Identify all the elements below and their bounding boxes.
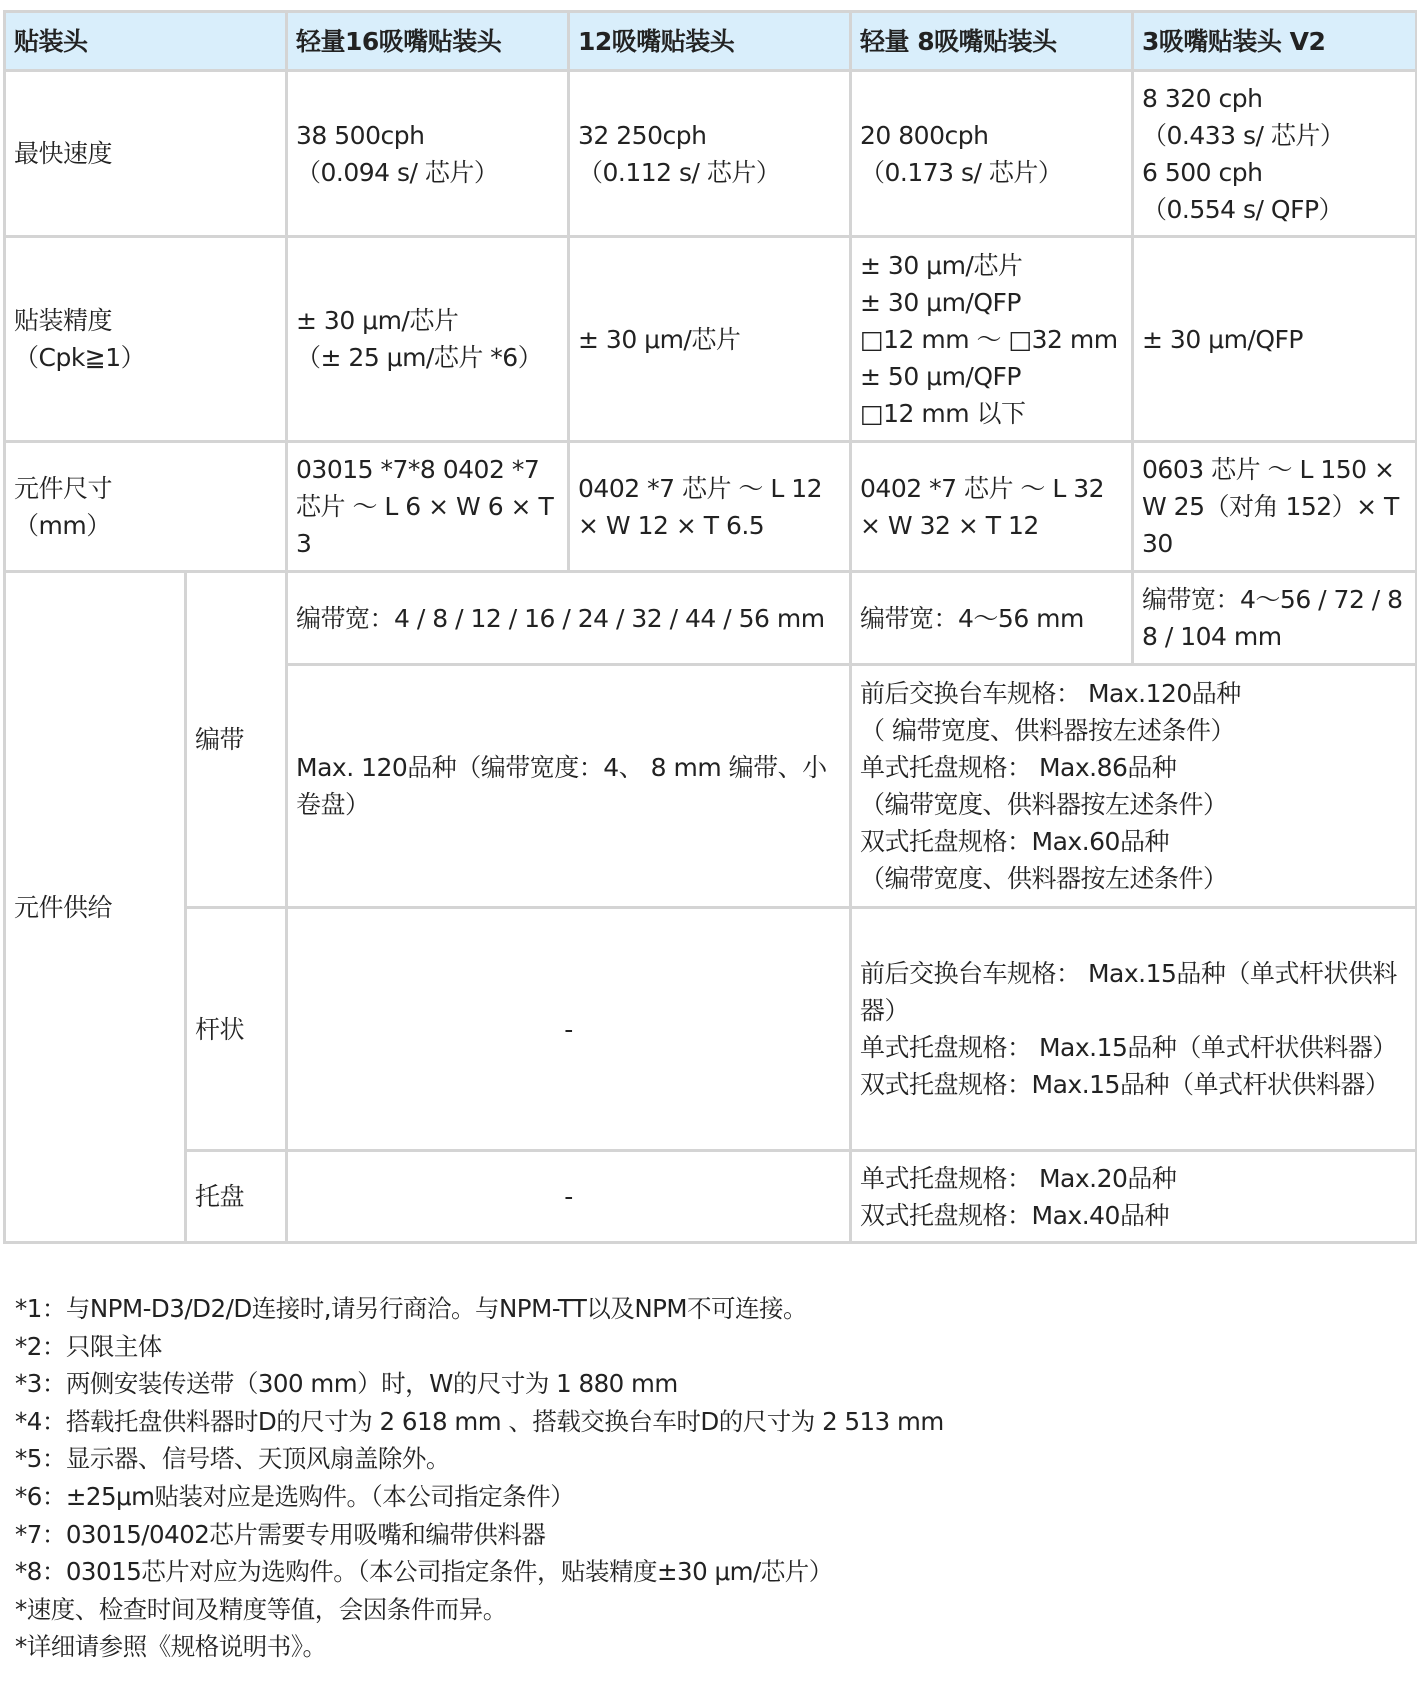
cell-size-h3: 0603 芯片 ～ L 150 × W 25（对角 152）× T 30 <box>1133 442 1417 572</box>
footnote-3: *3：两侧安装传送带（300 mm）时，W的尺寸为 1 880 mm <box>15 1369 678 1399</box>
footnotes <box>15 1290 1405 1666</box>
header-cell-h16: 轻量16吸嘴贴装头 <box>287 12 569 71</box>
header-cell-head: 贴装头 <box>5 12 287 71</box>
cell-speed-h12: 32 250cph （0.112 s/ 芯片） <box>569 71 851 237</box>
row-label-stick: 杆状 <box>186 908 287 1151</box>
cell-tape-count-h8-h3: 前后交换台车规格： Max.120品种 （ 编带宽度、供料器按左述条件） 单式托盘规格： Max.86品种 （编带宽度、供料器按左述条件） 双式托盘规格：Max.60品种 （编带宽度、供料器按左述条件） <box>851 665 1417 908</box>
row-label-supply: 元件供给 <box>5 572 186 1243</box>
cell-size-h12: 0402 *7 芯片 ～ L 12 × W 12 × T 6.5 <box>569 442 851 572</box>
cell-tray-h16-h12: - <box>287 1151 851 1243</box>
cell-accuracy-h12: ± 30 μm/芯片 <box>569 237 851 442</box>
footnote-7: *7：03015/0402芯片需要专用吸嘴和编带供料器 <box>15 1519 546 1549</box>
row-label-tray: 托盘 <box>186 1151 287 1243</box>
cell-stick-h16-h12: - <box>287 908 851 1151</box>
row-label-accuracy: 贴装精度 （Cpk≧1） <box>5 237 287 442</box>
cell-tape-count-h16-h12: Max. 120品种（编带宽度：4、 8 mm 编带、小卷盘） <box>287 665 851 908</box>
table-row-size <box>5 442 1417 572</box>
header-cell-h12: 12吸嘴贴装头 <box>569 12 851 71</box>
cell-size-h8: 0402 *7 芯片 ～ L 32 × W 32 × T 12 <box>851 442 1133 572</box>
cell-speed-h8: 20 800cph （0.173 s/ 芯片） <box>851 71 1133 237</box>
cell-stick-h8-h3: 前后交换台车规格： Max.15品种（单式杆状供料器） 单式托盘规格： Max.15品种（单式杆状供料器） 双式托盘规格：Max.15品种（单式杆状供料器） <box>851 908 1417 1151</box>
table-row-accuracy <box>5 237 1417 442</box>
table-row-speed <box>5 71 1417 237</box>
footnote-6: *6：±25μm贴装对应是选购件。（本公司指定条件） <box>15 1481 575 1511</box>
table-header-row <box>5 12 1417 71</box>
footnote-speed: *速度、检查时间及精度等值，会因条件而异。 <box>15 1594 507 1624</box>
cell-size-h16: 03015 *7*8 0402 *7 芯片 ～ L 6 × W 6 × T 3 <box>287 442 569 572</box>
table-row-stick <box>5 908 1417 1151</box>
row-label-speed: 最快速度 <box>5 71 287 237</box>
footnote-2: *2：只限主体 <box>15 1331 162 1361</box>
spec-table <box>3 10 1417 1244</box>
cell-speed-h16: 38 500cph （0.094 s/ 芯片） <box>287 71 569 237</box>
cell-accuracy-h8: ± 30 μm/芯片 ± 30 μm/QFP □12 mm ～ □32 mm ± 50 μm/QFP □12 mm 以下 <box>851 237 1133 442</box>
cell-tape-width-h8: 编带宽：4～56 mm <box>851 572 1133 665</box>
footnote-spec-ref: *详细请参照《规格说明书》。 <box>15 1632 327 1662</box>
row-label-size: 元件尺寸 （mm） <box>5 442 287 572</box>
footnote-8: *8：03015芯片对应为选购件。（本公司指定条件，贴装精度±30 μm/芯片） <box>15 1557 833 1587</box>
header-cell-h8: 轻量 8吸嘴贴装头 <box>851 12 1133 71</box>
header-cell-h3: 3吸嘴贴装头 V2 <box>1133 12 1417 71</box>
table-row-tray <box>5 1151 1417 1243</box>
cell-accuracy-h3: ± 30 μm/QFP <box>1133 237 1417 442</box>
cell-speed-h3: 8 320 cph （0.433 s/ 芯片） 6 500 cph （0.554 s/ QFP） <box>1133 71 1417 237</box>
cell-tape-width-h16-h12: 编带宽：4 / 8 / 12 / 16 / 24 / 32 / 44 / 56 mm <box>287 572 851 665</box>
row-label-tape: 编带 <box>186 572 287 908</box>
cell-tray-h8-h3: 单式托盘规格： Max.20品种 双式托盘规格：Max.40品种 <box>851 1151 1417 1243</box>
footnote-1: *1：与NPM-D3/D2/D连接时,请另行商洽。与NPM-TT以及NPM不可连接。 <box>15 1294 808 1323</box>
cell-tape-width-h3: 编带宽：4～56 / 72 / 88 / 104 mm <box>1133 572 1417 665</box>
footnote-5: *5：显示器、信号塔、天顶风扇盖除外。 <box>15 1444 450 1474</box>
footnote-4: *4：搭载托盘供料器时D的尺寸为 2 618 mm 、搭载交换台车时D的尺寸为 2 513 mm <box>15 1406 944 1436</box>
table-row-tape-width <box>5 572 1417 665</box>
cell-accuracy-h16: ± 30 μm/芯片 （± 25 μm/芯片 *6） <box>287 237 569 442</box>
